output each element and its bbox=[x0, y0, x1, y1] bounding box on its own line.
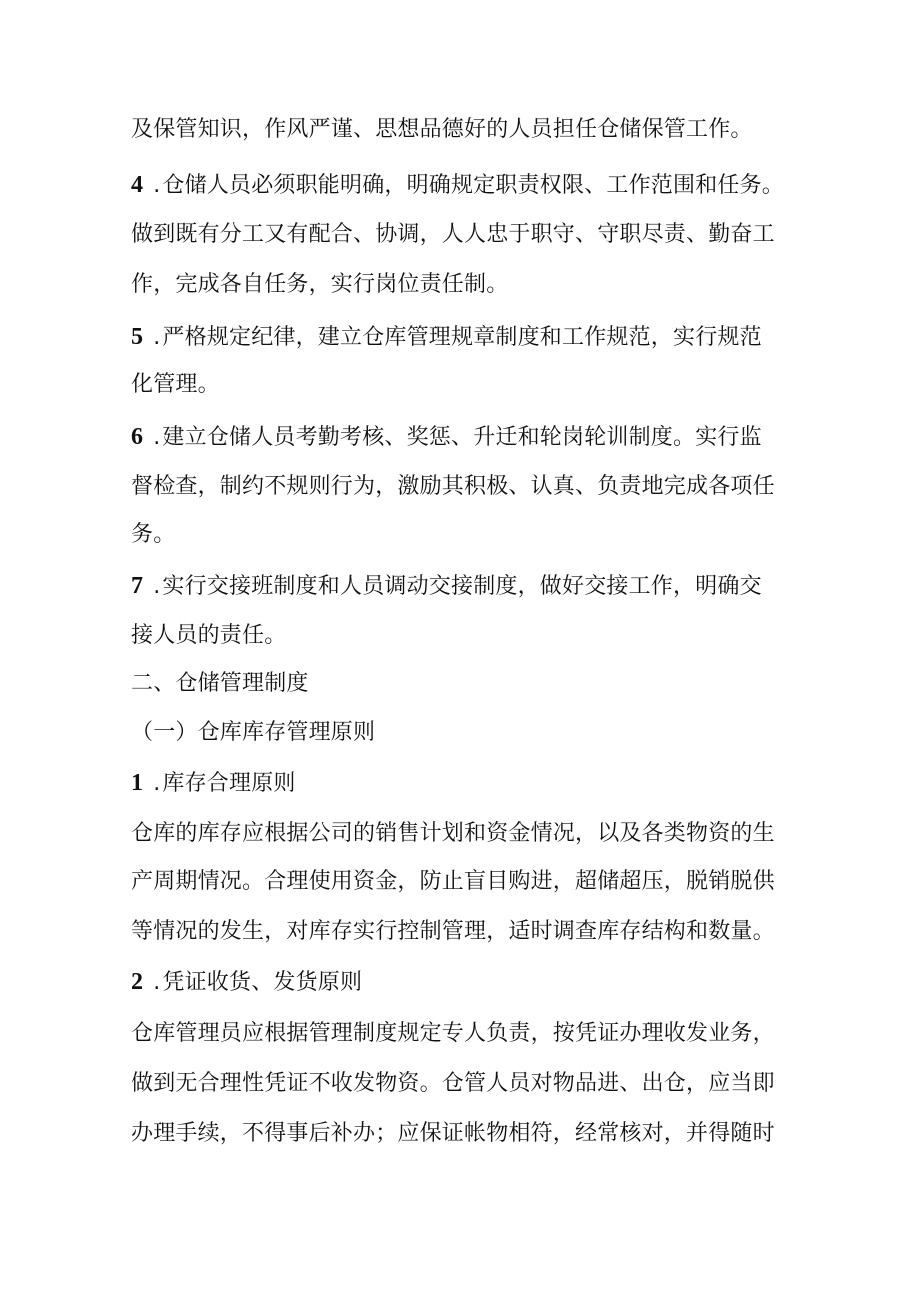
paragraph-line bbox=[131, 918, 775, 946]
line-text: 做到无合理性凭证不收发物资。仓管人员对物品进、出仓，应当即 bbox=[131, 1071, 775, 1096]
item-number: 7 bbox=[131, 573, 144, 599]
item-separator: . bbox=[153, 574, 161, 599]
numbered-item-5 bbox=[131, 323, 762, 352]
line-text: 产周期情况。合理使用资金，防止盲目购进，超储超压，脱销脱供 bbox=[131, 869, 775, 894]
paragraph-line bbox=[131, 371, 220, 399]
numbered-item-1 bbox=[131, 769, 296, 798]
item-number: 1 bbox=[131, 770, 144, 796]
section-heading bbox=[131, 670, 309, 698]
item-separator: . bbox=[153, 425, 161, 450]
line-text: 及保管知识，作风严谨、思想品德好的人员担任仓储保管工作。 bbox=[131, 117, 753, 142]
item-separator: . bbox=[153, 771, 161, 796]
item-separator: . bbox=[153, 970, 161, 995]
paragraph-line bbox=[131, 271, 508, 299]
item-number: 5 bbox=[131, 324, 144, 350]
paragraph-line bbox=[131, 116, 753, 144]
paragraph-line bbox=[131, 473, 775, 501]
item-number: 6 bbox=[131, 424, 144, 450]
heading-text: （一）仓库库存管理原则 bbox=[131, 720, 376, 745]
line-text: 作，完成各自任务，实行岗位责任制。 bbox=[131, 272, 509, 297]
line-text: 接人员的责任。 bbox=[131, 623, 287, 648]
item-number: 4 bbox=[131, 172, 144, 198]
item-number: 2 bbox=[131, 969, 144, 995]
line-text: 仓库的库存应根据公司的销售计划和资金情况，以及各类物资的生 bbox=[131, 821, 775, 846]
subsection-heading bbox=[131, 719, 375, 747]
paragraph-line bbox=[131, 820, 775, 848]
paragraph-line bbox=[131, 1020, 775, 1048]
numbered-item-7 bbox=[131, 572, 762, 601]
line-text: 化管理。 bbox=[131, 372, 220, 397]
paragraph-line bbox=[131, 1120, 775, 1148]
heading-text: 二、仓储管理制度 bbox=[131, 671, 309, 696]
line-text: 等情况的发生，对库存实行控制管理，适时调查库存结构和数量。 bbox=[131, 919, 775, 944]
line-text: 建立仓储人员考勤考核、奖惩、升迁和轮岗轮训制度。实行监 bbox=[162, 425, 762, 450]
line-text: 督检查，制约不规则行为，激励其积极、认真、负责地完成各项任 bbox=[131, 474, 775, 499]
numbered-item-2 bbox=[131, 968, 362, 997]
paragraph-line bbox=[131, 622, 286, 650]
line-text: 仓库管理员应根据管理制度规定专人负责，按凭证办理收发业务， bbox=[131, 1021, 775, 1046]
line-text: 做到既有分工又有配合、协调，人人忠于职守、守职尽责、勤奋工 bbox=[131, 222, 775, 247]
paragraph-line bbox=[131, 221, 775, 249]
paragraph-line bbox=[131, 868, 775, 896]
line-text: 务。 bbox=[131, 522, 176, 547]
line-text: 凭证收货、发货原则 bbox=[162, 970, 363, 995]
item-separator: . bbox=[153, 325, 161, 350]
numbered-item-4 bbox=[131, 171, 784, 200]
line-text: 严格规定纪律，建立仓库管理规章制度和工作规范，实行规范 bbox=[162, 325, 762, 350]
paragraph-line bbox=[131, 521, 175, 549]
item-separator: . bbox=[153, 173, 161, 198]
line-text: 实行交接班制度和人员调动交接制度，做好交接工作，明确交 bbox=[162, 574, 762, 599]
line-text: 库存合理原则 bbox=[162, 771, 296, 796]
line-text: 办理手续，不得事后补办；应保证帐物相符，经常核对，并得随时 bbox=[131, 1121, 775, 1146]
numbered-item-6 bbox=[131, 423, 762, 452]
paragraph-line bbox=[131, 1070, 775, 1098]
line-text: 仓储人员必须职能明确，明确规定职责权限、工作范围和任务。 bbox=[162, 173, 785, 198]
